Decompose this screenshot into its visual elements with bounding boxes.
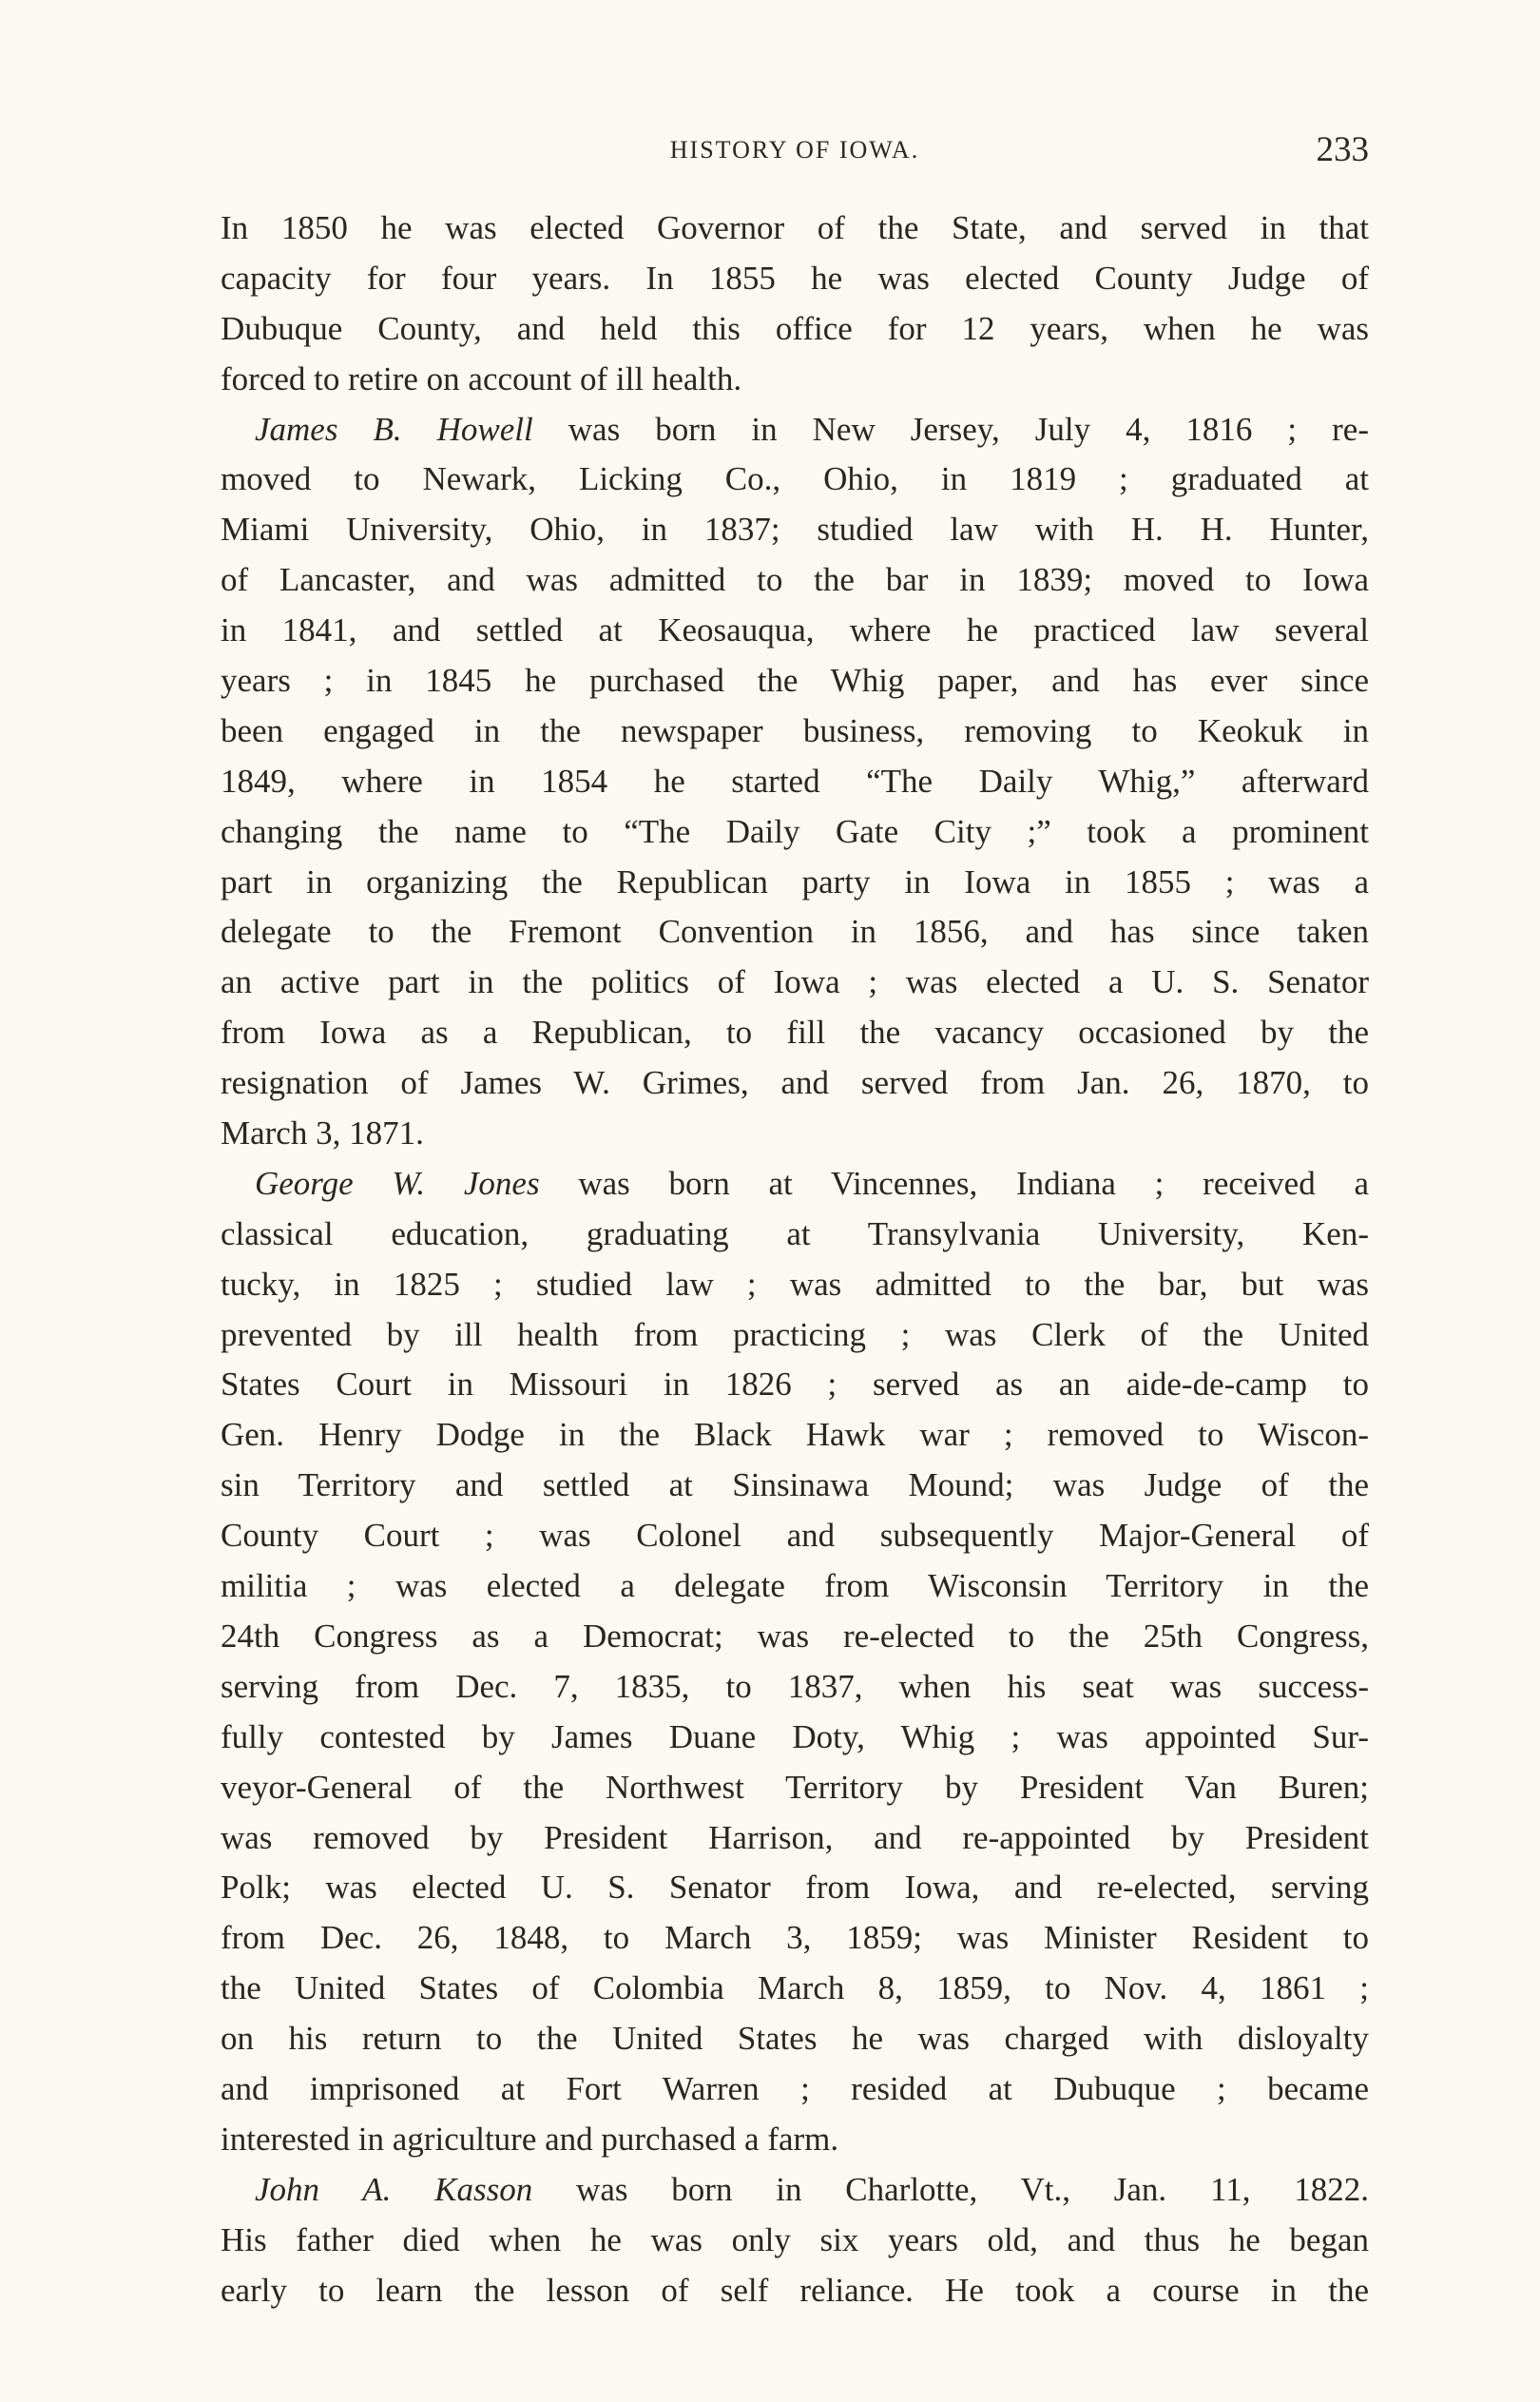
text-line: was removed by President Harrison, and re-appointed by President [221,1818,1369,1856]
text-line: Miami University, Ohio, in 1837; studied law with H. H. Hunter, [221,511,1369,549]
text-line: part in organizing the Republican party in Iowa in 1855 ; was a [221,862,1369,901]
text-line: tucky, in 1825 ; studied law ; was admitted to the bar, but was [221,1265,1369,1303]
text-line: John A. Kasson was born in Charlotte, Vt., Jan. 11, 1822. [255,2170,1369,2208]
text-line: and imprisoned at Fort Warren ; resided at Dubuque ; became [221,2069,1369,2107]
text-line: States Court in Missouri in 1826 ; served as an aide-de-camp to [221,1366,1369,1404]
text-line: Polk; was elected U. S. Senator from Iowa, and re-elected, serving [221,1869,1369,1907]
text-line: in 1841, and settled at Keosauqua, where he practiced law several [221,611,1369,649]
text-line: His father died when he was only six years old, and thus he began [221,2220,1369,2258]
text-line: veyor-General of the Northwest Territory by President Van Buren; [221,1768,1369,1806]
body-text [221,203,1369,2315]
text-line: sin Territory and settled at Sinsinawa Mound; was Judge of the [221,1466,1369,1504]
text-line: early to learn the lesson of self reliance. He took a course in the [221,2271,1369,2309]
text-line: changing the name to “The Daily Gate City ;” took a prominent [221,812,1369,850]
page-header [221,129,1369,171]
text-line: 1849, where in 1854 he started “The Daily Whig,” afterward [221,762,1369,800]
text-line: moved to Newark, Licking Co., Ohio, in 1819 ; graduated at [221,460,1369,498]
text-line: from Iowa as a Republican, to fill the vacancy occasioned by the [221,1014,1369,1052]
text-line: from Dec. 26, 1848, to March 3, 1859; was Minister Resident to [221,1919,1369,1957]
text-line: 24th Congress as a Democrat; was re-elected to the 25th Congress, [221,1617,1369,1655]
text-line: March 3, 1871. [221,1114,424,1153]
text-line: fully contested by James Duane Doty, Whig ; was appointed Sur- [221,1717,1369,1755]
text-line: the United States of Colombia March 8, 1859, to Nov. 4, 1861 ; [221,1969,1369,2007]
text-line: serving from Dec. 7, 1835, to 1837, when his seat was success- [221,1667,1369,1705]
text-line: George W. Jones was born at Vincennes, Indiana ; received a [255,1164,1369,1202]
running-head: HISTORY OF IOWA. [669,136,920,164]
text-line: County Court ; was Colonel and subsequently Major-General of [221,1517,1369,1555]
text-line: forced to retire on account of ill health. [221,359,742,397]
page-number: 233 [1316,130,1369,169]
text-line: In 1850 he was elected Governor of the State, and served in that [221,209,1369,246]
text-line: delegate to the Fremont Convention in 1856, and has since taken [221,913,1369,951]
text-line: James B. Howell was born in New Jersey, July 4, 1816 ; re- [255,410,1369,448]
text-line: classical education, graduating at Transylvania University, Ken- [221,1214,1369,1252]
text-line: an active part in the politics of Iowa ; was elected a U. S. Senator [221,963,1369,1001]
text-line: militia ; was elected a delegate from Wisconsin Territory in the [221,1567,1369,1605]
person-name: George W. Jones [255,1164,540,1202]
text-line: of Lancaster, and was admitted to the bar in 1839; moved to Iowa [221,561,1369,599]
text-line: Dubuque County, and held this office for 12 years, when he was [221,309,1369,347]
text-line: capacity for four years. In 1855 he was elected County Judge of [221,259,1369,297]
person-name: James B. Howell [255,410,533,448]
text-line: been engaged in the newspaper business, removing to Keokuk in [221,711,1369,749]
text-line: on his return to the United States he was charged with disloyalty [221,2020,1369,2058]
text-line: Gen. Henry Dodge in the Black Hawk war ; removed to Wiscon- [221,1416,1369,1454]
person-name: John A. Kasson [255,2170,533,2208]
text-line: years ; in 1845 he purchased the Whig paper, and has ever since [221,662,1369,700]
text-line: interested in agriculture and purchased a farm. [221,2120,839,2158]
text-line: resignation of James W. Grimes, and served from Jan. 26, 1870, to [221,1064,1369,1102]
text-line: prevented by ill health from practicing ; was Clerk of the United [221,1315,1369,1353]
